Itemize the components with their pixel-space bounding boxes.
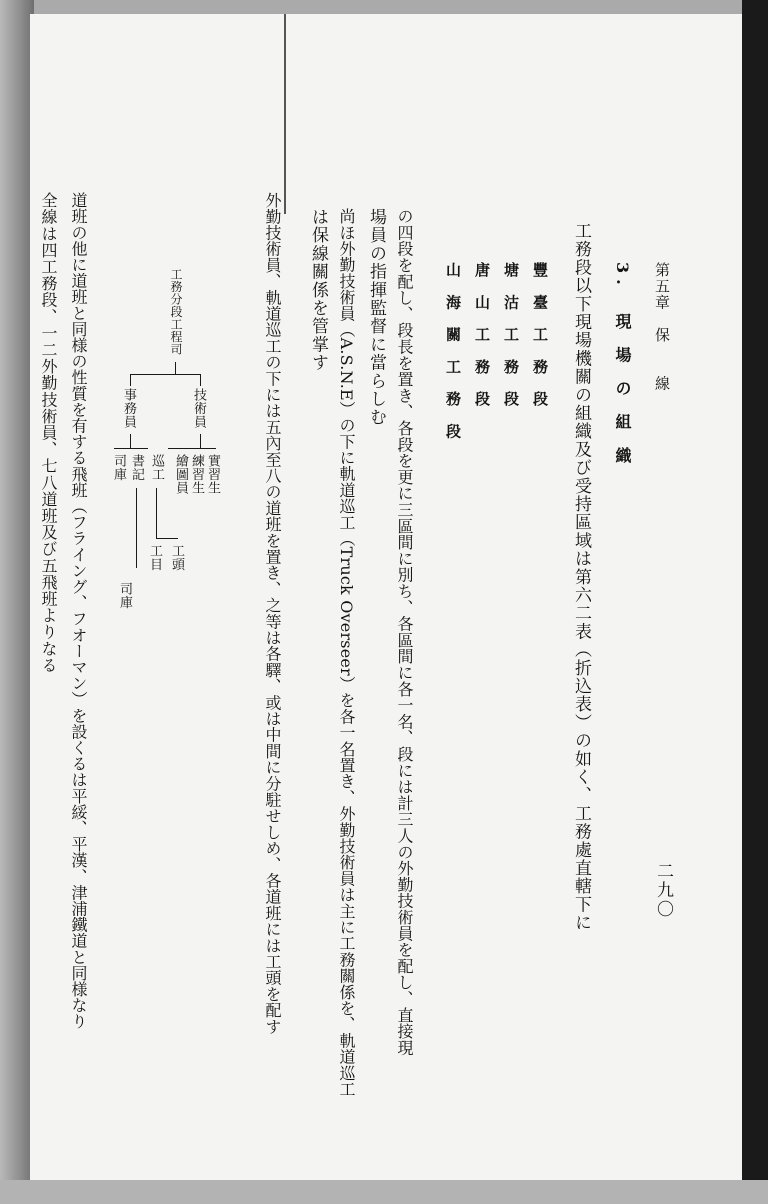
scan-border-bottom	[0, 1180, 768, 1204]
org-connector	[156, 538, 178, 539]
org-node-secretary: 書記	[129, 454, 144, 481]
paragraph-line: 全線は四工務段、一二外勤技術員、七八道班及び五飛班よりなる	[39, 192, 58, 674]
paragraph-line: 工務段以下現場機關の組織及び受持區域は第六二表（折込表）の如く、工務處直轄下に	[571, 222, 591, 932]
org-node-draftsman: 繪圖員	[173, 454, 188, 495]
org-node-trainee: 練習生	[189, 454, 204, 495]
org-chart	[108, 262, 218, 682]
paragraph-line: 尚ほ外勤技術員（A.S.N.E）の下に軌道巡工（Truck Overseer）を各一名置き、外勤技術員は主に工務關係を、軌道巡工	[337, 208, 356, 1098]
org-node-treasurer: 司庫	[111, 454, 126, 481]
org-connector	[168, 448, 216, 449]
org-connector	[130, 374, 131, 386]
paragraph-line: 外勤技術員、軌道巡工の下には五內至八の道班を置き、之等は各驛、或は中間に分駐せしめ、各道班には工頭を配す	[263, 192, 282, 1035]
org-connector	[130, 434, 131, 448]
org-node-foreman: 工頭	[169, 544, 184, 571]
org-connector	[200, 434, 201, 448]
paragraph-line: 道班の他に道班と同様の性質を有する飛班（フライング、フオーマン）を設くるは平綏、平漢、津浦鐵道と同様なり	[69, 192, 88, 1030]
org-connector	[114, 448, 148, 449]
org-connector	[175, 362, 176, 374]
org-connector	[136, 488, 137, 568]
org-node-clerk-child: 司庫	[117, 582, 132, 609]
paragraph-line: は保線關係を管掌す	[308, 208, 328, 372]
scan-border-right	[742, 0, 768, 1204]
org-connector	[200, 374, 201, 386]
org-node-intern: 實習生	[205, 454, 220, 495]
dept-item: 唐 山 工 務 段	[473, 262, 491, 412]
paragraph-line: 場員の指揮監督に當らしむ	[366, 208, 386, 427]
dept-item: 豐 臺 工 務 段	[531, 262, 549, 412]
org-connector	[130, 374, 200, 375]
org-node-root: 工務分段工程司	[169, 268, 183, 356]
org-node-patrol: 巡工	[149, 454, 164, 481]
page-number: 二九〇	[653, 862, 673, 919]
org-node-clerk: 事務員	[121, 388, 136, 429]
org-node-headman: 工目	[147, 544, 162, 571]
section-title: 3. 現 場 の 組 織	[613, 262, 632, 469]
page-fold-line	[284, 14, 286, 214]
chapter-header: 第五章 保 線	[653, 262, 671, 392]
scan-border-left	[0, 0, 34, 1204]
dept-item: 山 海 關 工 務 段	[444, 262, 462, 445]
paragraph-line: の四段を配し、段長を置き、各段を更に三區間に別ち、各區間に各一名、段には計三人の外勤技術員を配し、直接現	[395, 208, 414, 1056]
dept-item: 塘 沽 工 務 段	[502, 262, 520, 412]
org-node-technician: 技術員	[191, 388, 206, 429]
org-connector	[156, 488, 157, 538]
